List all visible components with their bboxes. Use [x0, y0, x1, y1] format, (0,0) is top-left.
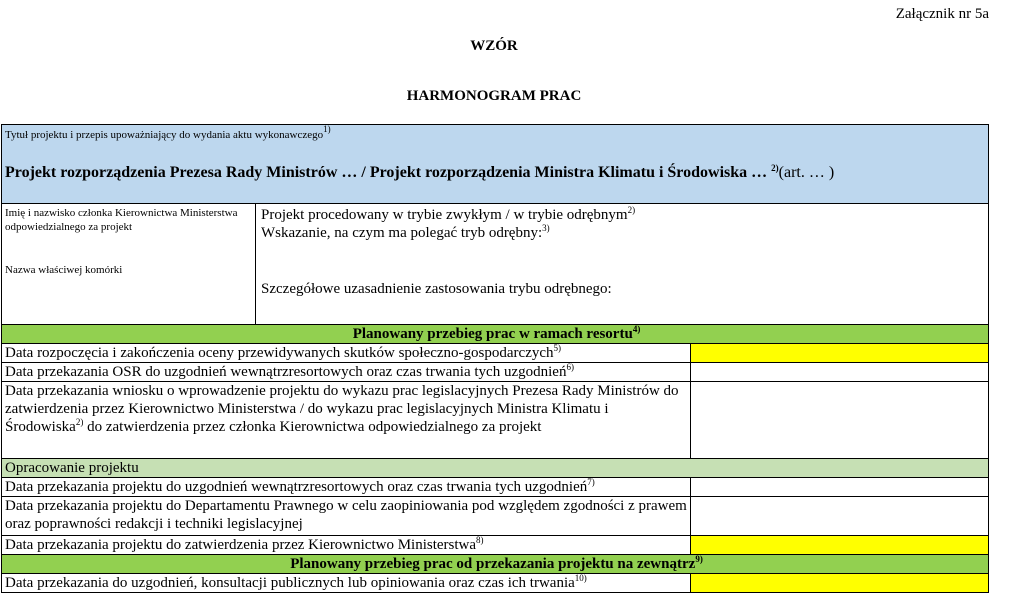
section-header-row — [2, 555, 989, 574]
annex-label: Załącznik nr 5a — [895, 6, 989, 22]
section-header: Planowany przebieg prac od przekazania projektu na zewnątrz$^{9)}$ — [2, 555, 989, 574]
footnote-ref: 7) — [587, 477, 595, 487]
justification-line: Szczegółowe uzasadnienie zastosowania trybu odrębnego: — [261, 281, 612, 297]
table-row — [2, 574, 989, 593]
footnote-ref: 2) — [75, 417, 84, 427]
date-cell — [691, 536, 989, 555]
table-row — [2, 344, 989, 363]
row-label: Data przekazania projektu do uzgodnień wewnątrzresortowych oraz czas trwania tych uzgodnień$^{7)}$ — [2, 478, 691, 497]
footnote-ref: 10) — [574, 573, 587, 583]
unit-label: Nazwa właściwej komórki — [5, 264, 123, 276]
project-title-tail: (art. … ) — [778, 164, 835, 181]
footnote-ref: 8) — [476, 535, 484, 545]
table-row — [2, 536, 989, 555]
footnote-ref: 4) — [632, 324, 641, 334]
member-label: Imię i nazwisko członka Kierownictwa Ministerstwa odpowiedzialnego za projekt — [5, 207, 238, 233]
row-label: Data przekazania projektu do zatwierdzenia przez Kierownictwo Ministerstwa$^{8)}$ — [2, 536, 691, 555]
info-right-cell — [256, 204, 989, 325]
project-title-cell — [2, 125, 989, 204]
info-row — [2, 204, 989, 325]
footnote-ref: 2) — [627, 205, 636, 215]
date-cell — [691, 478, 989, 497]
project-title-label: Tytuł projektu i przepis upoważniający do wydania aktu wykonawczego — [5, 129, 324, 141]
section-header-row — [2, 325, 989, 344]
indication-text: Wskazanie, na czym ma polegać tryb odrębny: — [261, 225, 543, 241]
table-row — [2, 363, 989, 382]
date-cell — [691, 382, 989, 459]
footnote-ref: 9) — [695, 554, 703, 564]
row-label: Data przekazania wniosku o wprowadzenie projektu do wykazu prac legislacyjnych Prezesa Rady Ministrów do zatwierdzenia przez Kierownictwo Ministerstwa / do wykazu prac legislacyjnych Ministra Klimatu i Środowiska$^{2)}$ do zatwierdzenia przez członka Kierownictwa odpowiedzialnego za projekt — [2, 382, 691, 459]
row-label: Data rozpoczęcia i zakończenia oceny przewidywanych skutków społeczno-gospodarczych$^{5)}$ — [2, 344, 691, 363]
footnote-ref: 1) — [323, 124, 331, 134]
indication-line — [261, 224, 988, 242]
mode-line — [261, 206, 988, 224]
mode-text: Projekt procedowany w trybie zwykłym / w trybie odrębnym — [261, 207, 628, 223]
schedule-table — [1, 124, 989, 593]
table-row — [2, 478, 989, 497]
row-label: Data przekazania do uzgodnień, konsultacji publicznych lub opiniowania oraz czas ich trwania$^{10)}$ — [2, 574, 691, 593]
info-left-cell — [2, 204, 256, 325]
footnote-ref: 6) — [566, 362, 574, 372]
date-cell — [691, 344, 989, 363]
project-title — [5, 164, 988, 182]
date-cell — [691, 363, 989, 382]
date-cell — [691, 497, 989, 536]
footnote-ref: 3) — [542, 223, 550, 233]
row-label: Data przekazania OSR do uzgodnień wewnątrzresortowych oraz czas trwania tych uzgodnień$^{6)}$ — [2, 363, 691, 382]
date-cell — [691, 574, 989, 593]
project-title-text: Projekt rozporządzenia Prezesa Rady Ministrów … / Projekt rozporządzenia Ministra Klimatu i Środowiska … — [5, 164, 772, 181]
table-row — [2, 382, 989, 459]
footnote-ref: 2) — [771, 163, 779, 173]
subsection-row — [2, 459, 989, 478]
project-title-row — [2, 125, 989, 204]
subsection-label: Opracowanie projektu — [2, 459, 989, 478]
table-row — [2, 497, 989, 536]
row-label: Data przekazania projektu do Departamentu Prawnego w celu zaopiniowania pod względem zgodności z prawem oraz poprawności redakcji i techniki legislacyjnej — [2, 497, 691, 536]
section-header: Planowany przebieg prac w ramach resortu$^{4)}$ — [2, 325, 989, 344]
footnote-ref: 5) — [553, 343, 562, 353]
page-title: HARMONOGRAM PRAC — [406, 88, 582, 104]
template-label: WZÓR — [470, 38, 518, 54]
